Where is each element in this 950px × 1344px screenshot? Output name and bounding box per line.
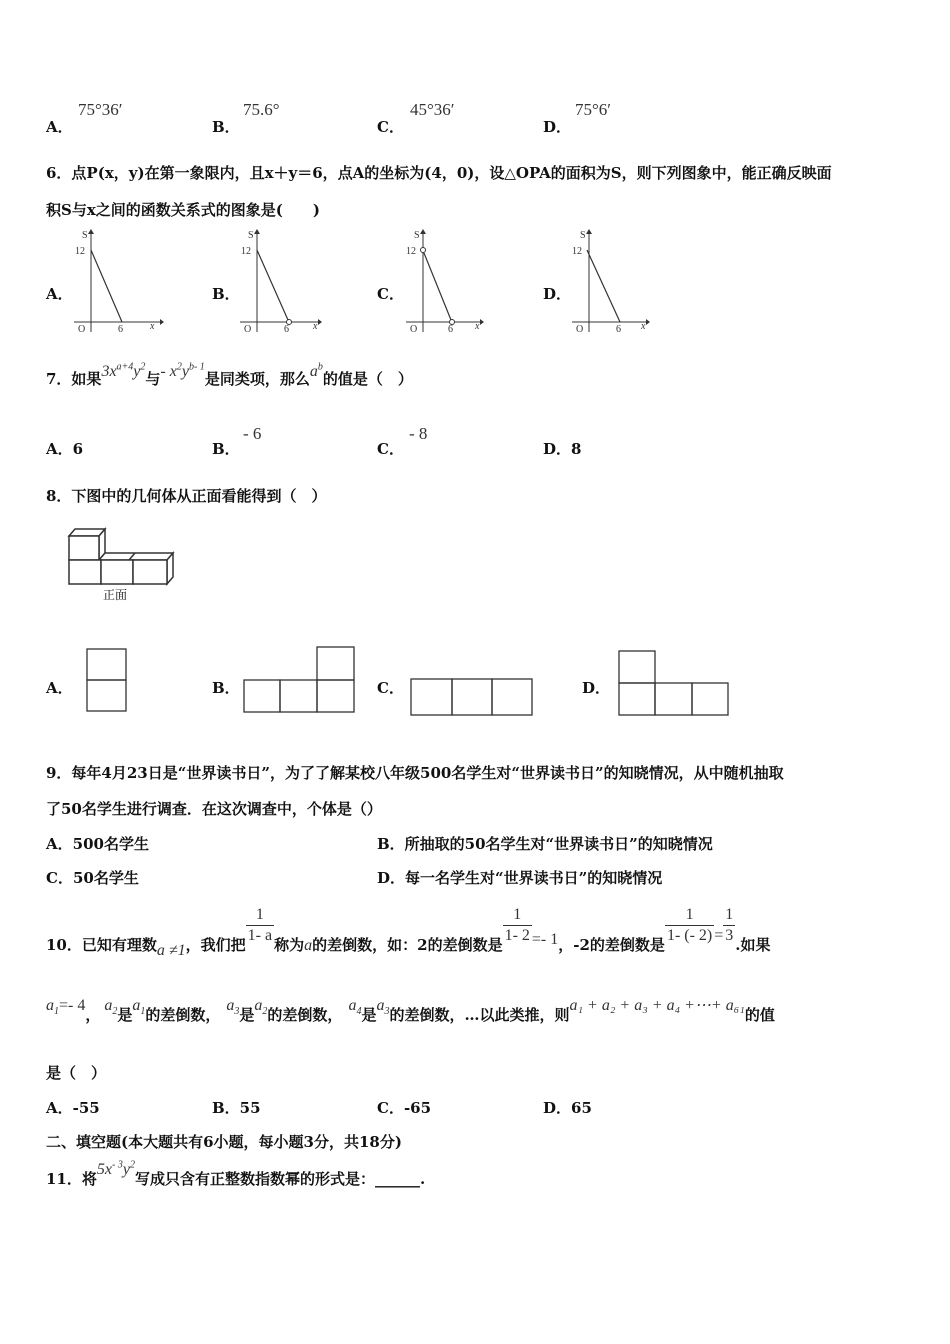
- q7-option-b-label: B．: [212, 440, 240, 458]
- q7-term2-yexp: b- 1: [188, 361, 205, 373]
- q5-option-d-label: D．: [543, 118, 572, 136]
- q6-c-6-label: 6: [448, 324, 453, 335]
- q10-t2a: a: [304, 936, 313, 954]
- q9-option-b: B．所抽取的50名学生对“世界读书日”的知晓情况: [377, 835, 713, 853]
- q6-a-12-label: 12: [75, 246, 85, 257]
- q7-term2-exp: 2: [176, 361, 182, 373]
- section-2-title: 二、填空题(本大题共有6小题，每小题3分，共18分): [46, 1133, 402, 1151]
- q6-d-6-label: 6: [616, 324, 621, 335]
- q7-option-c-label: C．: [377, 440, 404, 458]
- q8-option-c-label: C．: [377, 679, 404, 697]
- q11-coef: 5x: [96, 1161, 112, 1178]
- q6-b-12-label: 12: [241, 246, 251, 257]
- q7-term1-yexp: 2: [140, 361, 146, 373]
- q7-option-c-value: - 8: [409, 424, 428, 443]
- question-11: [46, 1159, 426, 1189]
- q6-line1: 6．点P(x，y)在第一象限内，且x＋y＝6，点A的坐标为(4，0)，设△OPA的面积为S，则下列图象中，能正确反映面: [46, 164, 832, 182]
- q10-a2-ref: a: [254, 997, 263, 1014]
- q10-t1: ，我们把: [185, 935, 246, 954]
- q7-prefix: 7．如果: [46, 370, 102, 388]
- q10-a3-sub: 3: [234, 1006, 240, 1018]
- q10-frac3-den: 1- (- 2): [666, 927, 713, 944]
- q6-option-b-label: B．: [212, 285, 240, 303]
- q10-a3-ref: a: [376, 997, 385, 1014]
- q6-d-o-label: O: [576, 324, 584, 335]
- q9-line2: 了50名学生进行调查．在这次调查中，个体是（）: [46, 800, 382, 818]
- q7-ab-exp: b: [317, 361, 323, 373]
- question-7: [46, 361, 413, 389]
- q10-a3: a: [226, 997, 235, 1014]
- q10-a2-ref-sub: 2: [262, 1006, 268, 1018]
- q6-b-x-label: x: [313, 321, 318, 332]
- q10-t4: .如果: [735, 935, 771, 954]
- q6-graph-b: [236, 226, 331, 336]
- q5-option-c-value: 45°36′: [410, 100, 455, 119]
- q8-option-c-view: [410, 678, 536, 718]
- q7-with: 与: [145, 370, 161, 388]
- q9-option-a: A．500名学生: [46, 835, 149, 853]
- q10-a1-ref-sub: 1: [140, 1006, 146, 1018]
- q11-suffix: 写成只含有正整数指数幂的形式是：______.: [134, 1170, 426, 1188]
- q5-option-d-value: 75°6′: [575, 100, 612, 119]
- q6-a-6-label: 6: [118, 324, 123, 335]
- q8-option-d-label: D．: [582, 679, 611, 697]
- q10-of-1: 的差倒数，: [145, 1006, 221, 1024]
- q10-a1: a: [46, 997, 54, 1014]
- q10-a2: a: [104, 997, 113, 1014]
- q10-is-1: 是: [117, 1006, 133, 1024]
- q10-frac1-num: 1: [255, 906, 264, 923]
- q10-a1-ref: a: [132, 997, 141, 1014]
- q8-option-b-label: B．: [212, 679, 240, 697]
- q10-option-d: D．65: [543, 1099, 592, 1117]
- q6-a-x-label: x: [150, 321, 155, 332]
- q5-option-b-value: 75.6°: [243, 100, 280, 119]
- q8-front-label: 正面: [103, 588, 128, 602]
- q6-c-12-label: 12: [406, 246, 416, 257]
- q7-option-d: D．8: [543, 440, 582, 458]
- q6-c-x-label: x: [475, 321, 480, 332]
- q10-frac4-num: 1: [725, 906, 734, 923]
- q6-graph-d: [568, 226, 663, 336]
- q6-option-c-label: C．: [377, 285, 404, 303]
- q10-a3-ref-sub: 3: [384, 1006, 390, 1018]
- q7-suffix: 的值是（ ）: [322, 370, 413, 388]
- q10-line3: 是（ ）: [46, 1064, 107, 1082]
- q8-option-a-view: [86, 648, 128, 714]
- q10-value-of: 的值: [744, 1006, 775, 1024]
- q11-xexp: - 3: [111, 1159, 123, 1171]
- q7-term2-coef: - x: [160, 363, 177, 380]
- q7-option-a: A．6: [46, 440, 84, 458]
- q6-d-x-label: x: [641, 321, 646, 332]
- q10-a4: a: [348, 997, 357, 1014]
- q10-eq1: =- 1: [531, 930, 559, 948]
- q10-is-3: 是: [361, 1006, 377, 1024]
- q6-b-s-label: S: [248, 230, 254, 241]
- q10-sum: a₁ + a₂ + a₃ + a₄ +⋯+ a₆₁: [569, 997, 745, 1014]
- q8-option-d-view: [618, 650, 732, 718]
- q10-prefix: 10．已知有理数: [46, 935, 157, 954]
- q10-of-3: 的差倒数，: [389, 1006, 465, 1024]
- q10-t3: ，-2的差倒数是: [558, 935, 665, 954]
- q6-graph-c: [402, 226, 497, 336]
- q10-comma: ，: [85, 1006, 101, 1024]
- q10-eq2: =: [714, 926, 724, 944]
- q10-a4-sub: 4: [356, 1006, 362, 1018]
- q10-option-c: C．-65: [377, 1099, 432, 1117]
- q6-a-o-label: O: [78, 324, 86, 335]
- q10-t2b: 的差倒数，如：2的差倒数是: [312, 935, 503, 954]
- q10-etc: …以此类推，则: [464, 1006, 570, 1024]
- q9-option-d: D．每一名学生对“世界读书日”的知晓情况: [377, 869, 663, 887]
- q11-prefix: 11．将: [46, 1170, 97, 1188]
- q10-a1-val: =- 4: [59, 997, 86, 1014]
- q5-option-b-label: B．: [212, 118, 240, 136]
- q6-option-a-label: A．: [46, 285, 73, 303]
- q10-frac2-num: 1: [513, 906, 522, 923]
- q10-is-2: 是: [239, 1006, 255, 1024]
- q11-y: y: [122, 1161, 130, 1178]
- q10-frac4-den: 3: [725, 927, 734, 944]
- q10-a2-sub: 2: [112, 1006, 118, 1018]
- q7-option-b-value: - 6: [243, 424, 262, 443]
- q10-option-a: A．-55: [46, 1099, 100, 1117]
- q8-option-b-view: [243, 646, 357, 714]
- q6-c-s-label: S: [414, 230, 420, 241]
- q6-b-6-label: 6: [284, 324, 289, 335]
- q10-of-2: 的差倒数，: [267, 1006, 343, 1024]
- q7-term1-y: y: [133, 363, 141, 380]
- q10-a1-sub: 1: [54, 1006, 59, 1018]
- q7-term2-y: y: [181, 363, 189, 380]
- q9-option-c: C．50名学生: [46, 869, 139, 887]
- q10-frac2-den: 1- 2: [504, 927, 530, 944]
- q6-d-s-label: S: [580, 230, 586, 241]
- q10-t2: 称为: [274, 935, 305, 954]
- q6-d-12-label: 12: [572, 246, 582, 257]
- q10-option-b: B．55: [212, 1099, 261, 1117]
- q5-option-c-label: C．: [377, 118, 404, 136]
- q10-frac1-den: 1- a: [247, 927, 273, 944]
- q6-b-o-label: O: [244, 324, 252, 335]
- q6-c-o-label: O: [410, 324, 418, 335]
- q8-text: 8．下图中的几何体从正面看能得到（ ）: [46, 487, 327, 505]
- q6-line2: 积S与x之间的函数关系式的图象是( ): [46, 201, 320, 219]
- q8-solid-figure: [66, 524, 181, 604]
- q9-line1: 9．每年4月23日是“世界读书日”，为了了解某校八年级500名学生对“世界读书日”的知晓情况，从中随机抽取: [46, 764, 784, 782]
- q10-line1: [46, 903, 771, 959]
- q8-option-a-label: A．: [46, 679, 73, 697]
- q7-term1-coef: 3x: [101, 363, 117, 380]
- q7-ab-base: a: [309, 363, 318, 380]
- q10-cond: a ≠1: [156, 941, 186, 959]
- q5-option-a-label: A．: [46, 118, 73, 136]
- q6-graph-a: [70, 226, 165, 336]
- q6-a-s-label: S: [82, 230, 88, 241]
- q5-option-a-value: 75°36′: [78, 100, 123, 119]
- q10-frac3-num: 1: [685, 906, 694, 923]
- q6-option-d-label: D．: [543, 285, 572, 303]
- q11-yexp: 2: [129, 1159, 135, 1171]
- q10-line2: [46, 997, 775, 1024]
- q7-term1-exp: a+4: [116, 361, 134, 373]
- q7-middle: 是同类项，那么: [204, 370, 310, 388]
